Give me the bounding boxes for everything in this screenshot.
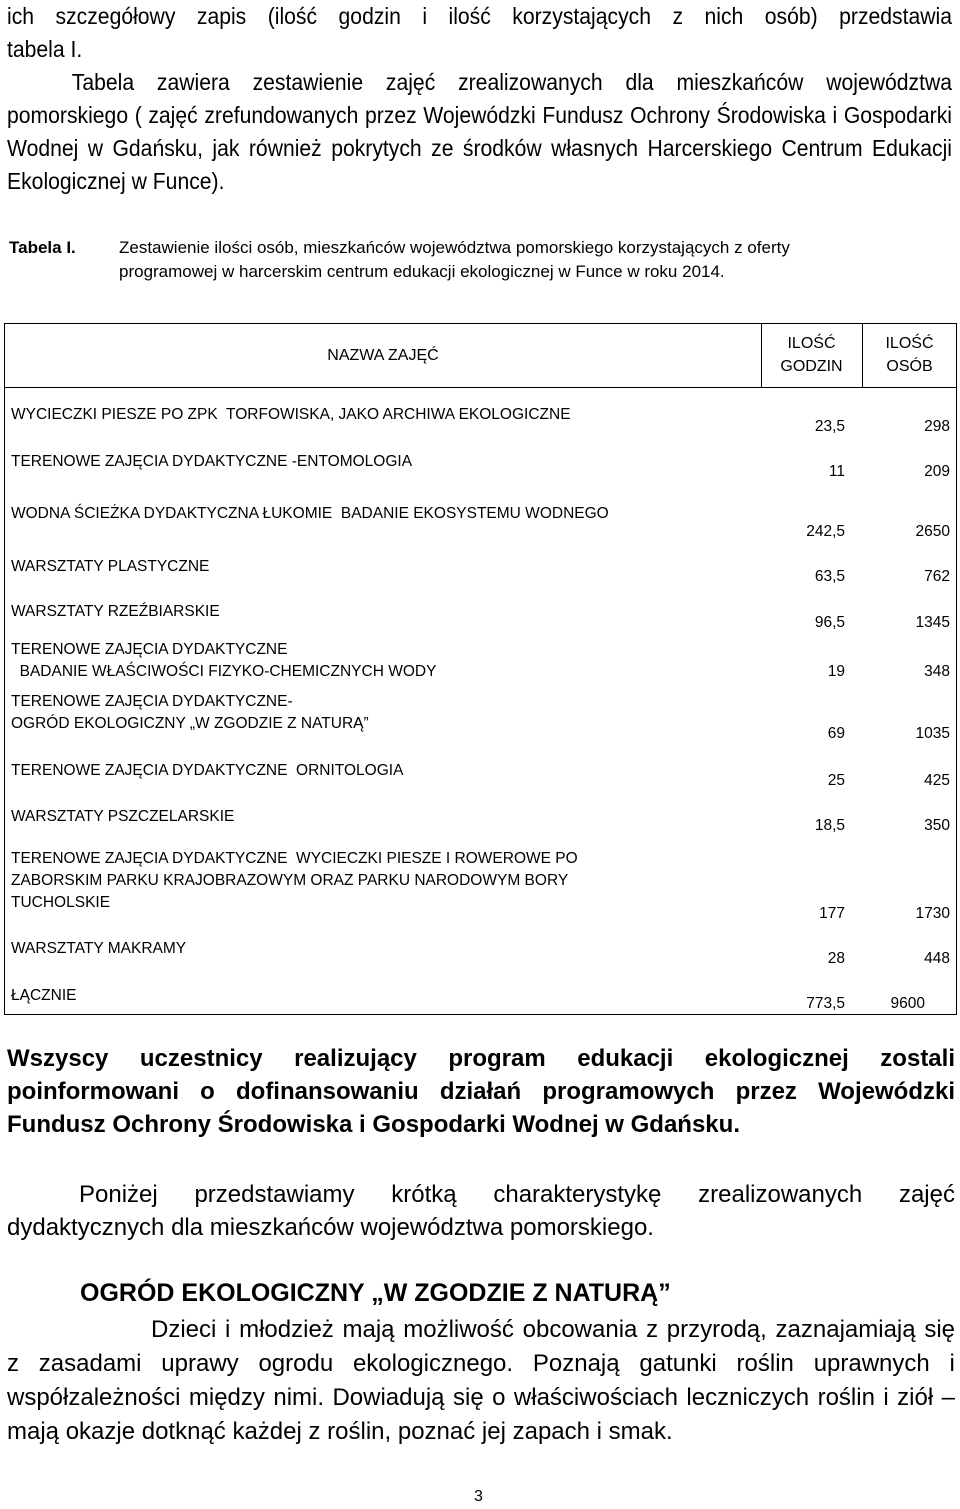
word: krótką <box>391 1181 457 1208</box>
word: zrealizowanych <box>698 1181 863 1208</box>
table-row-people: 1035 <box>915 725 950 742</box>
section-line-2 <box>7 1347 955 1381</box>
table-row-name: WARSZTATY PSZCZELARSKIE <box>11 808 235 825</box>
table-row-hours: 25 <box>827 772 845 789</box>
funding-note <box>7 1042 955 1141</box>
word: i <box>949 1350 955 1377</box>
caption-line-1: Zestawienie ilości osób, mieszkańców województwa pomorskiego korzystających z oferty <box>119 238 790 257</box>
characteristics-line-1 <box>7 1178 955 1211</box>
word: Poniżej <box>79 1181 158 1208</box>
section-title: OGRÓD EKOLOGICZNY „W ZGODZIE Z NATURĄ” <box>80 1279 671 1307</box>
word: ogrodu <box>258 1350 334 1377</box>
table-row-hours: 18,5 <box>814 817 845 834</box>
table-row-name: WARSZTATY PLASTYCZNE <box>11 558 210 575</box>
intro-paragraph: Tabela zawiera zestawienie zajęć zrealizowanych dla mieszkańców województwa pomorskiego ( zajęć zrefundowanych przez Wojewódzki Fundusz Ochrony Środowiska i Gospodarki Wodnej w Gdańsku, jak również pokrytych ze środków własnych Harcerskiego Centrum Edukacji Ekologicznej w Funce). <box>7 69 953 194</box>
funding-line-2: poinformowani o dofinansowaniu działań programowych przez Wojewódzki <box>7 1078 955 1105</box>
table-row-people: 348 <box>924 663 950 680</box>
table-row-people: 350 <box>924 817 950 834</box>
table-row-hours: 23,5 <box>814 418 845 435</box>
activities-table <box>4 323 957 1015</box>
page-number: 3 <box>474 1488 483 1505</box>
intro-text <box>7 0 952 198</box>
table-row-name: WARSZTATY RZEŹBIARSKIE <box>11 603 220 620</box>
word: zajęć <box>898 1181 955 1208</box>
table-row-hours: 773,5 <box>806 995 845 1012</box>
table-row-hours: 177 <box>819 905 845 922</box>
word: przedstawiamy <box>194 1181 355 1208</box>
word: gatunki <box>639 1350 717 1377</box>
table-row-name: ŁĄCZNIE <box>11 987 77 1004</box>
word: zasadami <box>38 1350 142 1377</box>
caption-label: Tabela I. <box>9 238 76 257</box>
table-row-hours: 28 <box>827 950 845 967</box>
intro-line-1: ich szczegółowy zapis (ilość godzin i ilość korzystających z nich osób) przedstawia <box>7 3 952 29</box>
funding-line-1: Wszyscy uczestnicy realizujący program edukacji ekologicznej zostali <box>7 1045 955 1072</box>
section-line-1: Dzieci i młodzież mają możliwość obcowania z przyrodą, zaznajamiają się <box>151 1316 955 1343</box>
table-row-hours: 96,5 <box>814 614 845 631</box>
table-row-hours: 242,5 <box>806 523 845 540</box>
table-row-people: 1730 <box>915 905 950 922</box>
caption-line-2: programowej w harcerskim centrum edukacji ekologicznej w Funce w roku 2014. <box>119 262 725 281</box>
characteristics-line-2: dydaktycznych dla mieszkańców województwa pomorskiego. <box>7 1214 654 1241</box>
table-row-name: TERENOWE ZAJĘCIA DYDAKTYCZNE -ENTOMOLOGIA <box>11 453 413 470</box>
table-row-people: 298 <box>924 418 950 435</box>
table-row-people: 762 <box>924 568 950 585</box>
funding-line-3: Fundusz Ochrony Środowiska i Gospodarki Wodnej w Gdańsku. <box>7 1111 740 1138</box>
table-row-name: TERENOWE ZAJĘCIA DYDAKTYCZNE BADANIE WŁAŚCIWOŚCI FIZYKO-CHEMICZNYCH WODY <box>11 641 437 680</box>
table-row-name: TERENOWE ZAJĘCIA DYDAKTYCZNE WYCIECZKI PIESZE I ROWEROWE PO ZABORSKIM PARKU KRAJOBRAZOWYM ORAZ PARKU NARODOWYM BORY TUCHOLSKIE <box>11 850 578 911</box>
table-row-people: 2650 <box>915 523 950 540</box>
table-row-hours: 11 <box>828 463 845 480</box>
table-row-name: WODNA ŚCIEŻKA DYDAKTYCZNA ŁUKOMIE BADANIE EKOSYSTEMU WODNEGO <box>11 505 609 522</box>
table-row-name: WYCIECZKI PIESZE PO ZPK TORFOWISKA, JAKO ARCHIWA EKOLOGICZNE <box>11 406 571 423</box>
word: roślin <box>736 1350 794 1377</box>
header-people: ILOŚĆ OSÓB <box>885 335 934 375</box>
table-row-people: 1345 <box>915 614 950 631</box>
table-row-name: WARSZTATY MAKRAMY <box>11 940 187 957</box>
header-hours: ILOŚĆ GODZIN <box>780 335 843 375</box>
section-paragraph <box>7 1313 955 1449</box>
word: ekologicznego. <box>352 1350 514 1377</box>
intro-characteristics <box>7 1178 955 1244</box>
table-row-people: 209 <box>924 463 950 480</box>
word: uprawy <box>161 1350 239 1377</box>
word: z <box>7 1350 19 1377</box>
table-row-hours: 63,5 <box>814 568 845 585</box>
table-row-people: 448 <box>924 950 950 967</box>
word: uprawnych <box>813 1350 930 1377</box>
section-line-4: mają okazje dotknąć każdej z roślin, poznać jej zapach i smak. <box>7 1418 673 1445</box>
table-row-people: 9600 <box>890 995 925 1012</box>
table-row-name: TERENOWE ZAJĘCIA DYDAKTYCZNE ORNITOLOGIA <box>11 762 404 779</box>
intro-line-2: tabela I. <box>7 36 83 62</box>
section-line-3: współzależności między nimi. Dowiadują się o właściwościach leczniczych roślin i ziół – <box>7 1384 955 1411</box>
word: charakterystykę <box>493 1181 662 1208</box>
table-row-name: TERENOWE ZAJĘCIA DYDAKTYCZNE- OGRÓD EKOLOGICZNY „W ZGODZIE Z NATURĄ” <box>11 693 369 732</box>
table-row-hours: 69 <box>827 725 845 742</box>
word: Poznają <box>532 1350 620 1377</box>
table-row-people: 425 <box>924 772 950 789</box>
header-name: NAZWA ZAJĘĆ <box>327 347 439 364</box>
table-row-hours: 19 <box>827 663 845 680</box>
